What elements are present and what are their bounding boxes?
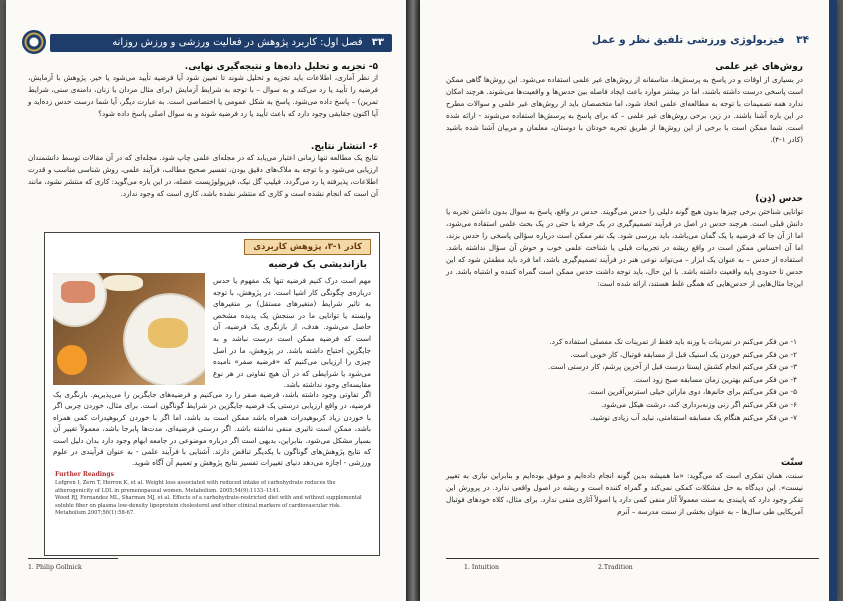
page-number: ۳۳ <box>371 37 384 48</box>
research-box <box>44 232 380 556</box>
left-page-header <box>50 34 392 52</box>
intuition-list <box>446 336 797 424</box>
refs-heading: Further Readings <box>55 471 114 478</box>
list-item: ۳- من فکر می‌کنم انجام کشش ایستا درست قبل از آخرین پرشم، کار درستی است. <box>548 362 797 372</box>
nonscientific-text: در بسیاری از اوقات و در پاسخ به پرسش‌ها، متاسفانه از روش‌های غیر علمی استفاده می‌شود. این روش‌ها گاهی ممکن است پاسخی درست داشته باشند، اما در بیشتر موارد باعث ایجاد فاصله بین حدس‌ها و واقعیت‌ها می‌شوند. هرچند امکان ندارد همه تصمیمات با توجه به مطالعه‌ای علمی اتخاذ شود، اما متخصصان باید از روش‌های غیر علمی و سوالات مطرح در این باره آشنا باشند. در زیر، برخی روش‌های غیر علمی – که برای پاسخ به پرسش‌ها استفاده می‌شوند - ارائه شده است. شما ممکن است با برخی از این روش‌ها از طریق تجربه خودتان با دوستان، معلمان و مربیان آشنا شده باشید (کادر ۱-۴). <box>446 75 803 144</box>
intuition-text: توانایی شناختن برخی چیزها بدون هیچ گونه دلیلی را حدس می‌گویند. حدس در واقع، پاسخ به سوال بدون داشتن تجربه یا دانش قبلی است. هرچند حدس در اصل در فرآیند تصمیم‌گیری در یک حرفه یا حتی در یک بحث علمی استفاده می‌شود، اما از آن جا که فرضیه یا یک گمان می‌باشد، باید بررسی شود. یک نفر ممکن است درباره سؤالی پاسخی را حدس بزند، اما آن احساس ممکن است در واقع ریشه در تجربیات قبلی یا شناخت علمی خوب و حوش آن سؤال نداشته باشد. استفاده از حدس – به عنوان یک ابزار – می‌تواند نوعی هنر در فرآیند تصمیم‌گیری باشد، اما فرد باید مطمئن شود که این حدس تا حدودی پایه واقعیت داشته باشد. با این حال، باید توجه داشت حدس ممکن است گمراه کننده و اشتباه باشد. در این‌جا مثال‌هایی از حدس‌هایی که همگی غلط هستند، ارائه شده است: <box>446 207 803 288</box>
list-item: ۵- من فکر می‌کنم برای خانم‌ها، دوی ماراتن خیلی استرس‌آفرین است. <box>588 387 797 397</box>
section6-heading: ۶- انتشار نتایج. <box>310 142 378 152</box>
rosette-icon <box>22 30 46 54</box>
right-page <box>420 0 837 601</box>
box-text-side: مهم است درک کنیم فرضیه تنها یک مفهوم یا حدس درباره‌ی چگونگی کار اشیا است. در پژوهش، با توجه به تاثیر شرایط (متغیرهای مستقل) بر متغیرهای وابسته یا توانایی ما در سنجش یک پدیده مشخص حاصل می‌شود. هدف، از بازنگری یک فرضیه، آن است که فرضیه ممکن است درست نباشد و به جایگزین احتیاج داشته باشد. در پژوهش، ما در اصل چیزی را ارزیابی می‌کنیم که «فرضیه صفر» نامیده می‌شود یا شرایطی که در آن هیچ تفاوتی در هر نوع مقایسه‌ای وجود نداشته باشد. <box>213 276 371 390</box>
list-item: ۷- من فکر می‌کنم هنگام یک مسابقه استقامتی، نباید آب زیادی نوشید. <box>589 412 797 422</box>
section6-text: نتایج یک مطالعه تنها زمانی اعتبار می‌یابد که در مجله‌ای علمی چاپ شود. مجله‌ای که در آن مقالات توسط دانشمندان ارزیابی می‌شود و با توجه به ملاک‌های دقیق بودن، تفسیر صحیح مطالب، فرآیند علمی، روش شناسی مناسب و قدرت اطلاعات، پذیرفته یا رد می‌گردد. فیلیپ گل نیک، فیزیولوژیست عضله، در این باره می‌گوید: کاری که منتشر نشود، مانند آن است که انجام نشده است و کاری که منتشر نشده باشد، کاری است که وجود ندارد. <box>28 153 378 198</box>
further-readings <box>55 471 371 517</box>
box-subtitle: بازاندیشی یک فرضیه <box>268 259 367 270</box>
box-title: کادر ۱-۳، پژوهش کاربردی <box>244 239 371 255</box>
footnote-divider <box>446 558 819 559</box>
list-item: ۲- من فکر می‌کنم خوردن یک اسنیک قبل از مسابقه فوتبال، کار خوبی است. <box>570 349 797 359</box>
ref-item: Wood RJ, Fernandez ML, Sharman MJ, et al. Effects of a carbohydrate-restricted diet with and without supplemental soluble fiber on plasma low-density lipoprotein cholesterol and other clinical markers of cardiovascular risk. Metabolism 2007;56(1):58-67. <box>55 495 362 517</box>
list-item: ۶- من فکر می‌کنم اگر زنی وزنه‌برداری کند، درشت هیکل می‌شود. <box>601 399 797 409</box>
section5-text: از نظر آماری، اطلاعات باید تجزیه و تحلیل شوند تا تعیین شود آیا فرضیه تأیید می‌شود یا خیر. پژوهش با آزمایش، فرضیه را تأیید یا رد می‌کند و به سوال – با توجه به شرایط آزمایش (برای مثال مردان یا زنان، دامنه‌ی سنی، شرایط تمرین) – پاسخ داده می‌شود. پاسخ به شکل عمومی یا اختصاصی است. به عبارت دیگر، آیا شما درست حدس زده‌اید و آیا اکنون حقایقی وجود دارد که باعث تأیید یا رد فرضیه شوند و به سوال اصلی پاسخ داده شود؟ <box>28 73 378 118</box>
footnote: 1. Philip Gollnick <box>28 564 82 571</box>
orange-shape <box>57 345 87 375</box>
footnote-intuition: 1. Intuition <box>464 564 499 571</box>
book-gutter <box>406 0 420 601</box>
meat-shape <box>61 281 95 303</box>
list-item: ۴- من فکر می‌کنم بهترین زمان مسابقه صبح زود است. <box>632 374 797 384</box>
tradition-heading: سنّت <box>780 458 803 468</box>
page-edge-strip <box>829 0 837 601</box>
cheese-shape <box>148 318 188 348</box>
intuition-heading: حدس (ذِن) <box>755 194 803 204</box>
list-item: ۱- من فکر می‌کنم در تمرینات با وزنه باید فقط از تمرینات تک مفصلی استفاده کرد. <box>549 337 797 346</box>
nonscientific-heading: روش‌های غیر علمی <box>715 62 803 72</box>
footnote-tradition: 2.Tradition <box>598 564 633 571</box>
section5-heading: ۵- تجزیه و تحلیل داده‌ها و نتیجه‌گیری نهایی. <box>184 62 378 72</box>
food-photo <box>53 273 205 385</box>
left-page <box>6 0 406 601</box>
bread-shape <box>103 275 143 291</box>
page-number: ۳۴ <box>796 34 809 46</box>
right-page-header <box>448 34 809 46</box>
book-title: فیزیولوژی ورزشی تلفیق نظر و عمل <box>591 34 785 46</box>
box-text-full: اگر تفاوتی وجود داشته باشد، فرضیه صفر را رد می‌کنیم و فرضیه‌های جایگزین را می‌پذیریم. بازنگری یک فرضیه، در واقع ارزیابی درستی یک فرضیه جایگزین در شرایط گوناگون است. برای مثال، خوردن چربی اگر با خوردن زیاد کربوهیدرات همراه باشد ممکن است بد باشد، اما اگر با خوردن کربوهیدرات کمی همراه باشد، ممکن است تاثیری منفی نداشته باشد. اگر درستی فرضیه‌ای، مدت‌ها پابرجا باشد، معمولاً تغییر آن بسیار مشکل می‌شود. بنابراین، بدیهی است اگر درباره موضوعی در جامعه ابهام وجود دارد بدان دلیل است که نتایج پژوهش‌های گوناگون با یکدیگر تناقض دارند. آشنایی با فرآیند علمی - به عنوان فرآیندی در علوم ورزشی - اجازه می‌دهد دنیای تغییرات تفسیر نتایج پژوهش و تعمیم آن آگاه شوید. <box>53 390 371 468</box>
tradition-text: سنت، همان تفکری است که می‌گوید: «ما همیشه بدین گونه انجام داده‌ایم و موفق بوده‌ایم و بنابراین نیازی به تغییر نیست». این دیدگاه به حل مشکلات کمکی نمی‌کند و گمراه کننده است و ریشه در اصول واقعی ندارد. در پرورش این تفکر وجود دارد که پایبندی به سنت معمولاً آثار منفی کمی دارد یا اصولاً آثاری منفی ندارد. برای مثال، کلاه خودهای فوتبال آمریکایی طی سال‌ها – به عنوان بخشی از سنت مدرسه – آنرم <box>446 471 803 516</box>
ref-item: Lofgren I, Zern T, Herron K, et al. Weight loss associated with reduced intake of carbohydrate reduces the atherogenicity of LDL in premenopausal women. Metabolism. 2005;54(9):1133–1141. <box>55 480 336 494</box>
chapter-title: فصل اول: کاربرد پژوهش در فعالیت ورزشی و ورزش روزانه <box>112 37 363 48</box>
footnote-divider <box>28 558 118 559</box>
